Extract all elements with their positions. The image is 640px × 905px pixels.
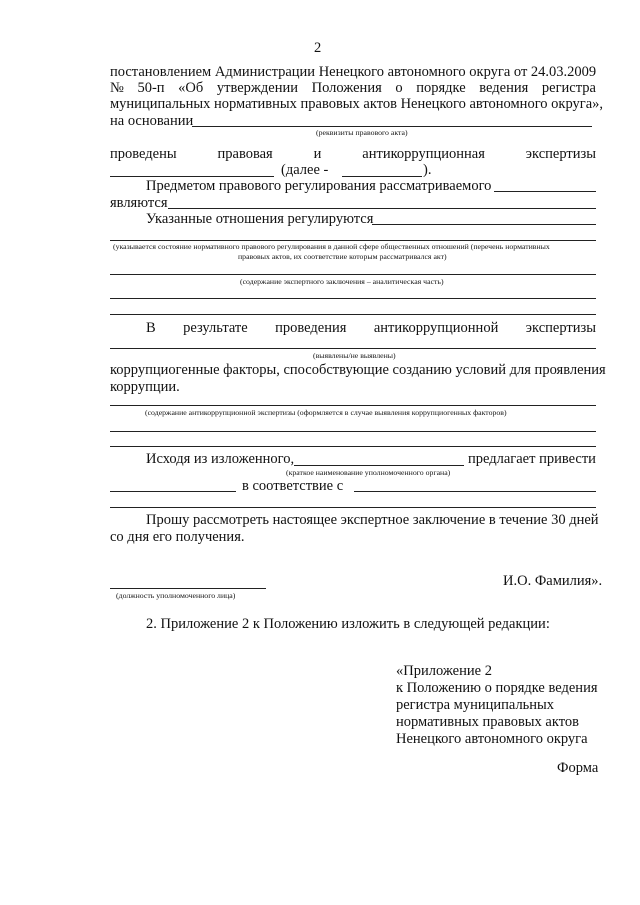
analysis-blank-3 — [110, 314, 596, 315]
accordance-blank-1 — [110, 491, 236, 492]
appendix-line-4: нормативных правовых актов — [396, 714, 579, 730]
intro-word: «Об — [178, 80, 204, 96]
subject-line-1: Предметом правового регулирования рассматриваемого — [146, 178, 492, 194]
result-content-blank-1 — [110, 405, 596, 406]
regulated-blank-2 — [110, 240, 596, 241]
subject-line-2: являются — [110, 195, 168, 211]
proposal-organ-blank — [294, 465, 464, 466]
appendix-line-2: к Положению о порядке ведения — [396, 680, 598, 696]
result-caption-2: (содержание антикоррупционной экспертизы (оформляется в случае выявления коррупциогенных факторов) — [145, 408, 507, 417]
intro-line-2 — [110, 80, 596, 97]
dalee-blank — [342, 176, 422, 177]
intro-word: Положения — [311, 80, 382, 96]
expertise-word: проведены — [110, 146, 177, 162]
basis-caption: (реквизиты правового акта) — [316, 128, 408, 137]
intro-word: 50-п — [137, 80, 165, 96]
regulated-blank-1 — [372, 224, 596, 225]
result-word: В — [146, 320, 156, 336]
regulated-label: Указанные отношения регулируются — [146, 211, 374, 227]
result-blank — [110, 348, 596, 349]
intro-word: порядке — [416, 80, 466, 96]
subject-blank-2 — [168, 208, 596, 209]
regulated-caption-1: (указывается состояние нормативного правового регулирования в данной сфере общественных отношений (перечень нормативных — [113, 242, 550, 251]
result-word: проведения — [275, 320, 347, 336]
accordance-label: в соответствие с — [242, 478, 344, 494]
expertise-word: и — [313, 146, 322, 162]
signature-name: И.О. Фамилия». — [503, 573, 603, 589]
appendix-line-5: Ненецкого автономного округа — [396, 731, 588, 747]
expertise-word: антикоррупционная — [362, 146, 485, 162]
result-word: антикоррупционной — [373, 320, 499, 336]
basis-label: на основании — [110, 113, 194, 129]
dalee-label: (далее - — [281, 162, 329, 178]
subject-blank-1 — [494, 191, 596, 192]
signature-position-blank — [110, 588, 266, 589]
accordance-blank-2 — [354, 491, 596, 492]
result-caption: (выявлены/не выявлены) — [313, 351, 396, 360]
request-line-2: со дня его получения. — [110, 529, 245, 545]
analysis-blank-2 — [110, 298, 596, 299]
dalee-close: ). — [423, 162, 432, 178]
basis-blank — [192, 126, 592, 127]
result-line-2: коррупциогенные факторы, способствующие созданию условий для проявления — [110, 362, 606, 378]
analysis-blank-1 — [110, 274, 596, 275]
intro-word: ведения — [479, 80, 529, 96]
result-line-3: коррупции. — [110, 379, 180, 395]
intro-word: № — [110, 80, 124, 96]
result-content-blank-3 — [110, 446, 596, 447]
expertise-word: экспертизы — [525, 146, 596, 162]
proposal-caption: (краткое наименование уполномоченного органа) — [286, 468, 451, 477]
result-line-1 — [146, 320, 596, 337]
proposal-start: Исходя из изложенного, — [146, 451, 295, 467]
appendix-line-3: регистра муниципальных — [396, 697, 555, 713]
intro-word: регистра — [541, 80, 596, 96]
expertise-line-1 — [110, 146, 596, 163]
accordance-blank-3 — [110, 507, 596, 508]
expertise-word: правовая — [217, 146, 273, 162]
signature-caption: (должность уполномоченного лица) — [116, 591, 236, 600]
request-line-1: Прошу рассмотреть настоящее экспертное заключение в течение 30 дней — [146, 512, 599, 528]
analysis-caption: (содержание экспертного заключения – аналитическая часть) — [240, 277, 444, 286]
result-word: результате — [183, 320, 248, 336]
item-2: 2. Приложение 2 к Положению изложить в следующей редакции: — [146, 616, 550, 632]
result-word: экспертизы — [525, 320, 596, 336]
page-number: 2 — [314, 40, 322, 56]
result-content-blank-2 — [110, 431, 596, 432]
appendix-line-1: «Приложение 2 — [396, 663, 492, 679]
proposal-end: предлагает привести — [468, 451, 596, 467]
intro-line-1: постановлением Администрации Ненецкого автономного округа от 24.03.2009 — [110, 64, 597, 80]
form-label: Форма — [557, 760, 599, 776]
expertise-blank-1 — [110, 176, 274, 177]
intro-word: о — [395, 80, 403, 96]
regulated-caption-2: правовых актов, их соответствие которым рассматривался акт) — [238, 252, 447, 261]
intro-word: утверждении — [216, 80, 299, 96]
intro-line-3: муниципальных нормативных правовых актов Ненецкого автономного округа», — [110, 96, 604, 112]
